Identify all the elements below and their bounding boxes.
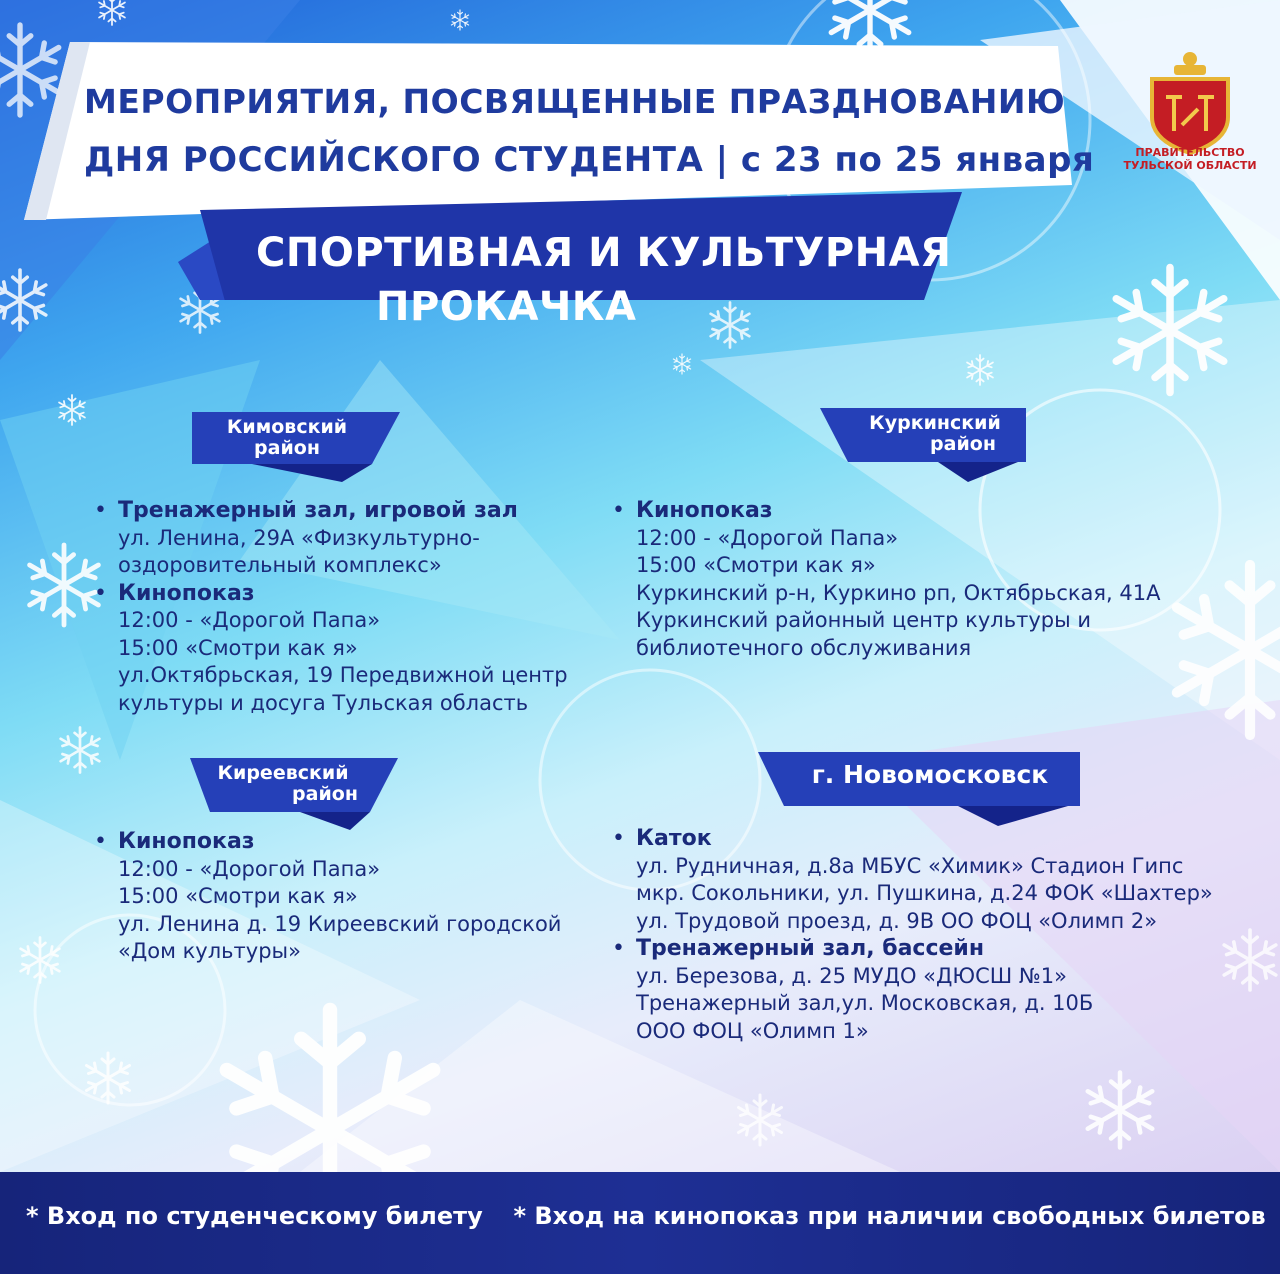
district-info-kimovsky (94, 497, 568, 717)
list-item (94, 497, 568, 580)
event-line: 12:00 - «Дорогой Папа» (118, 608, 381, 632)
event-line: культуры и досуга Тульская область (118, 690, 529, 715)
logo-caption-line-1: ПРАВИТЕЛЬСТВО (1135, 146, 1245, 159)
district-info-kireevsky (94, 828, 561, 966)
bullet-icon: • (612, 826, 625, 851)
event-heading: Тренажерный зал, игровой зал (118, 498, 518, 523)
district-info-kurkinsky (612, 497, 1161, 662)
event-line: оздоровительный комплекс» (118, 553, 442, 577)
event-line: 15:00 «Смотри как я» (118, 884, 358, 908)
district-info-novomoskovsk (612, 825, 1213, 1045)
event-line: библиотечного обслуживания (636, 635, 972, 660)
title-line-1: МЕРОПРИЯТИЯ, ПОСВЯЩЕННЫЕ ПРАЗДНОВАНИЮ (84, 82, 1066, 121)
event-heading: Тренажерный зал, бассейн (636, 936, 985, 961)
title-line-2: ДНЯ РОССИЙСКОГО СТУДЕНТА | с 23 по 25 января (84, 140, 1095, 180)
bullet-icon: • (612, 936, 625, 961)
subtitle-line-2: ПРОКАЧКА (376, 284, 637, 330)
event-line: ул. Трудовой проезд, д. 9В ОО ФОЦ «Олимп 2» (636, 908, 1158, 933)
event-line: Куркинский районный центр культуры и (636, 608, 1091, 632)
list-item (612, 497, 1161, 662)
event-heading: Кинопоказ (118, 580, 255, 606)
event-line: Куркинский р-н, Куркино рп, Октябрьская, 41А (636, 580, 1161, 605)
event-line: Тренажерный зал,ул. Московская, д. 10Б (636, 991, 1094, 1015)
event-heading: Кинопоказ (636, 498, 773, 523)
event-line: мкр. Сокольники, ул. Пушкина, д.24 ФОК «Шахтер» (636, 881, 1213, 905)
district-label-kimovsky (192, 412, 402, 482)
event-line: ул. Ленина, 29А «Физкультурно- (118, 525, 480, 550)
district-label-kireevsky (190, 758, 400, 830)
district-label-line-2: район (254, 437, 320, 459)
event-line: 12:00 - «Дорогой Папа» (118, 856, 381, 881)
footer-note-free-tickets: * Вход на кинопоказ при наличии свободных билетов (513, 1202, 1266, 1230)
event-line: «Дом культуры» (118, 939, 301, 963)
logo-caption-line-2: ТУЛЬСКОЙ ОБЛАСТИ (1123, 159, 1257, 172)
subtitle-line-1: СПОРТИВНАЯ И КУЛЬТУРНАЯ (256, 230, 952, 276)
list-item (94, 580, 568, 718)
footer-bar (0, 1172, 1280, 1274)
district-label-line-1: Кимовский (226, 416, 348, 438)
district-label-line-2: район (292, 783, 358, 805)
district-label-line-1: Куркинский (869, 412, 1001, 434)
bullet-icon: • (94, 580, 107, 606)
bullet-icon: • (94, 829, 107, 854)
bullet-icon: • (94, 498, 107, 523)
event-line: ул. Ленина д. 19 Киреевский городской (118, 911, 562, 936)
footer-note-student-ticket: * Вход по студенческому билету (26, 1202, 483, 1230)
event-line: ООО ФОЦ «Олимп 1» (636, 1018, 869, 1043)
list-item (94, 828, 561, 966)
event-line: ул. Рудничная, д.8а МБУС «Химик» Стадион Гипс (636, 853, 1184, 878)
event-line: ул.Октябрьская, 19 Передвижной центр (118, 663, 568, 687)
district-label-novomoskovsk (758, 752, 1082, 826)
list-item (612, 825, 1213, 935)
event-heading: Каток (636, 826, 712, 851)
district-label-line-1: Киреевский (217, 762, 349, 784)
event-line: 15:00 «Смотри как я» (118, 635, 358, 660)
event-heading: Кинопоказ (118, 829, 255, 854)
event-line: 15:00 «Смотри как я» (636, 553, 876, 577)
event-line: 12:00 - «Дорогой Папа» (636, 525, 899, 550)
logo-caption (1120, 146, 1260, 172)
district-label-line-1: г. Новомосковск (811, 760, 1049, 789)
district-label-kurkinsky (818, 408, 1028, 482)
event-line: ул. Березова, д. 25 МУДО «ДЮСШ №1» (636, 963, 1067, 988)
list-item (612, 935, 1213, 1045)
footer-notes (26, 1202, 1266, 1230)
bullet-icon: • (612, 498, 625, 523)
district-label-line-2: район (930, 433, 996, 455)
